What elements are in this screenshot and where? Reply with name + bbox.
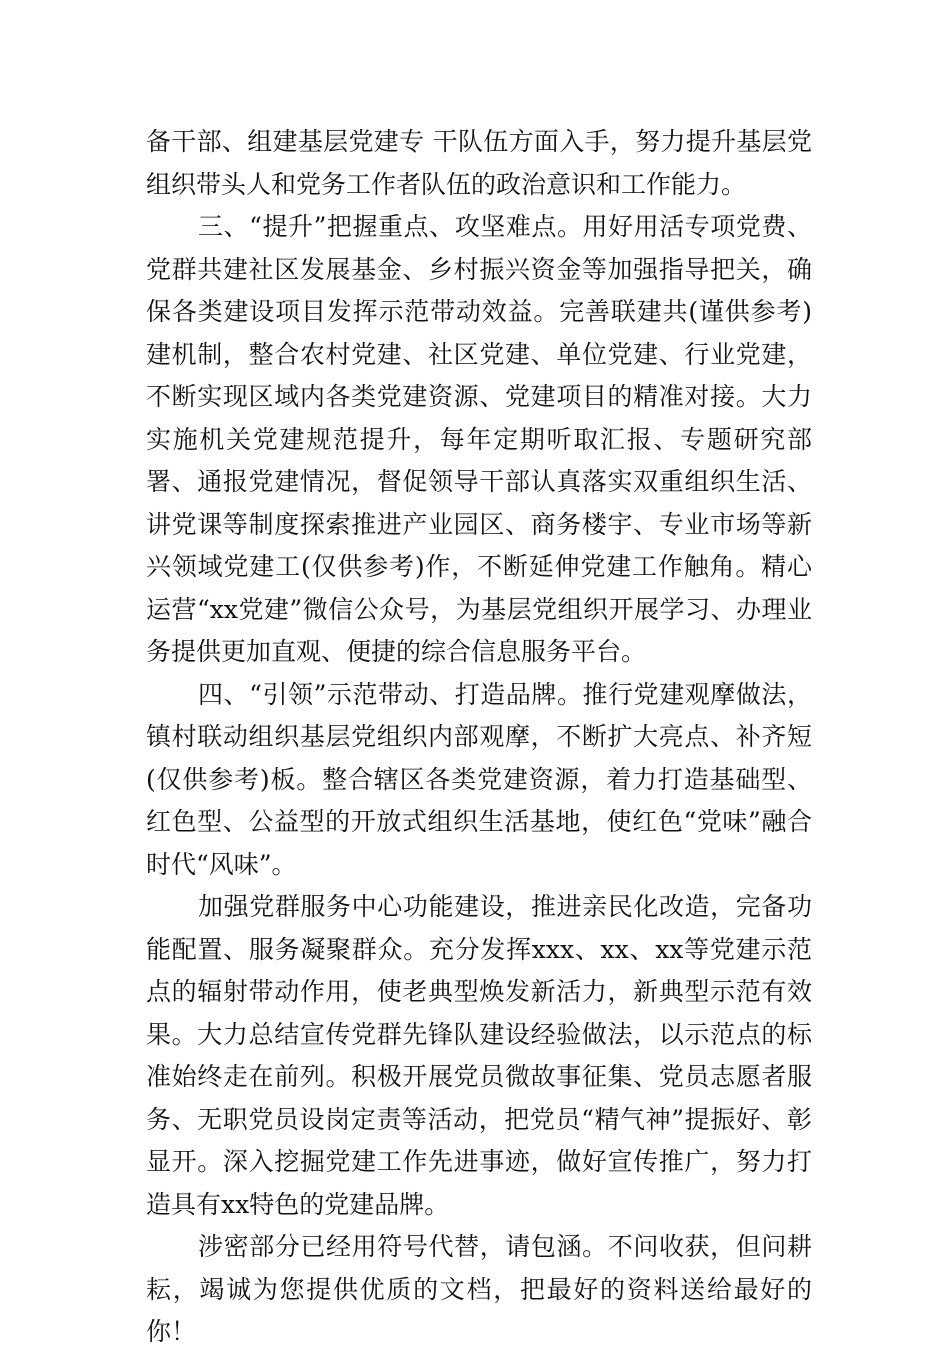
document-body bbox=[146, 121, 812, 1354]
paragraph-section-four: 四、“引领”示范带动、打造品牌。推行党建观摩做法，镇村联动组织基层党组织内部观摩，不断扩大亮点、补齐短(仅供参考)板。整合辖区各类党建资源，着力打造基础型、红色型、公益型的开放式组织生活基地，使红色“党味”融合时代“风味”。 bbox=[146, 679, 812, 879]
paragraph-section-three: 三、“提升”把握重点、攻坚难点。用好用活专项党费、党群共建社区发展基金、乡村振兴资金等加强指导把关，确保各类建设项目发挥示范带动效益。完善联建共(谨供参考)建机制，整合农村党建、社区党建、单位党建、行业党建，不断实现区域内各类党建资源、党建项目的精准对接。大力实施机关党建规范提升，每年定期听取汇报、专题研究部署、通报党建情况，督促领导干部认真落实双重组织生活、讲党课等制度探索推进产业园区、商务楼宇、专业市场等新兴领域党建工(仅供参考)作，不断延伸党建工作触角。精心运营“xx党建”微信公众号，为基层党组织开展学习、办理业务提供更加直观、便捷的综合信息服务平台。 bbox=[146, 212, 812, 666]
paragraph-service-center: 加强党群服务中心功能建设，推进亲民化改造，完备功能配置、服务凝聚群众。充分发挥xxx、xx、xx等党建示范点的辐射带动作用，使老典型焕发新活力，新典型示范有效果。大力总结宣传党群先锋队建设经验做法，以示范点的标准始终走在前列。积极开展党员微故事征集、党员志愿者服务、无职党员设岗定责等活动，把党员“精气神”提振好、彰显开。深入挖掘党建工作先进事迹，做好宣传推广，努力打造具有xx特色的党建品牌。 bbox=[146, 892, 812, 1219]
paragraph-closing-note: 涉密部分已经用符号代替，请包涵。不问收获，但问耕耘，竭诚为您提供优质的文档，把最好的资料送给最好的你！ bbox=[146, 1232, 812, 1346]
paragraph-continuation: 备干部、组建基层党建专 干队伍方面入手，努力提升基层党组织带头人和党务工作者队伍的政治意识和工作能力。 bbox=[146, 127, 812, 199]
